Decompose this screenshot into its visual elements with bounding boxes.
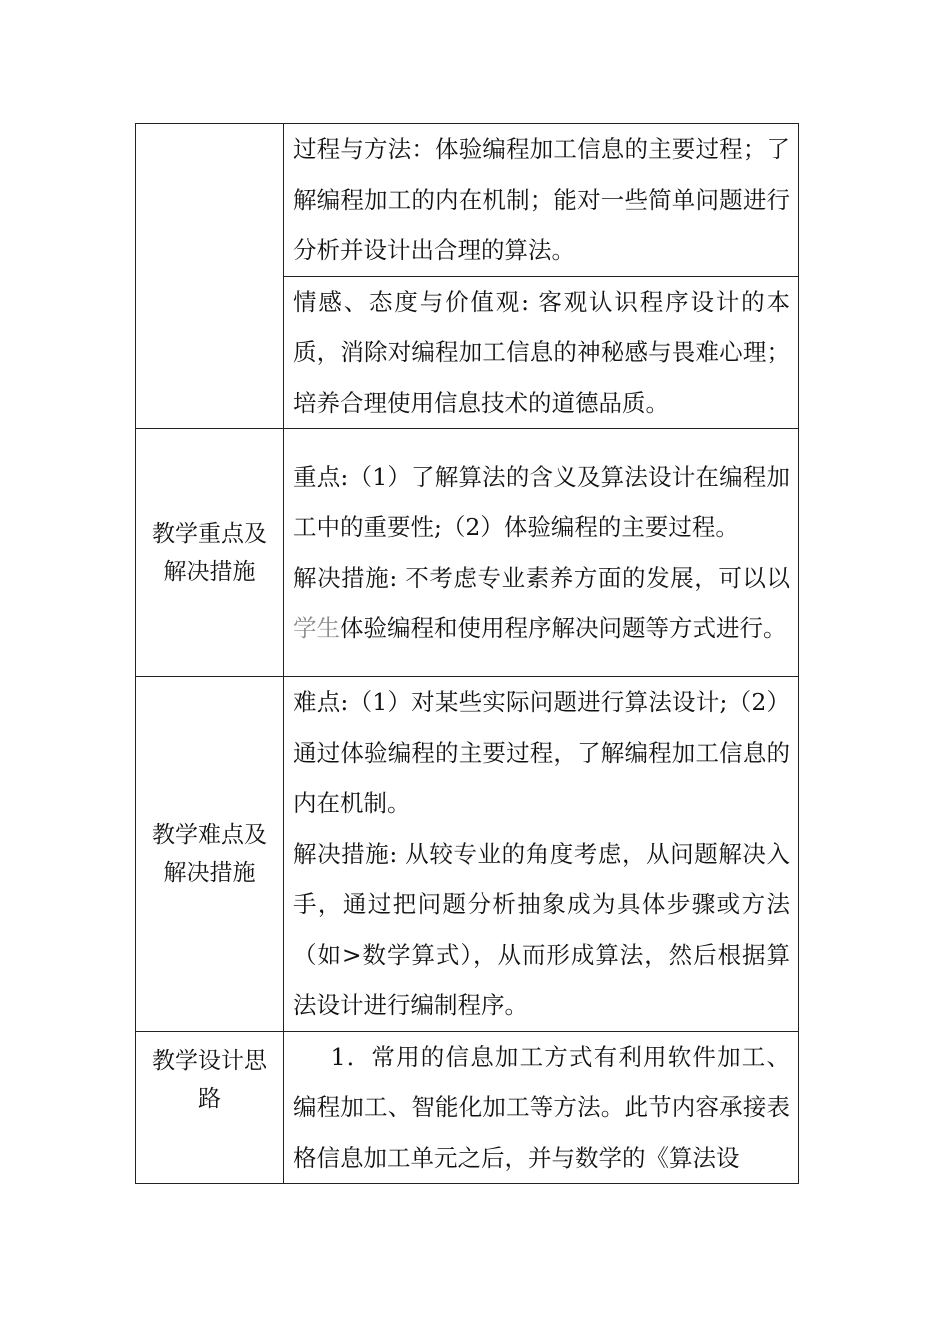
emotion-attitude-cell (284, 276, 799, 429)
design-idea-cell (284, 1031, 799, 1184)
table-row (136, 429, 799, 677)
key-points-label-cell (136, 429, 284, 677)
difficulties-label: 教学难点及解决措施 (152, 821, 267, 886)
empty-label-cell (136, 124, 284, 429)
process-method-text: 过程与方法：体验编程加工信息的主要过程；了解编程加工的内在机制；能对一些简单问题进行分析并设计出合理的算法。 (293, 135, 790, 264)
process-method-cell (284, 124, 799, 277)
table-row (136, 124, 799, 277)
key-points-measures-text: 解决措施: 不考虑专业素养方面的发展，可以以 (293, 563, 790, 592)
design-idea-label: 教学设计思路 (152, 1047, 267, 1112)
key-points-text: 重点:（1）了解算法的含义及算法设计在编程加工中的重要性;（2）体验编程的主要过程。 (293, 462, 790, 541)
key-points-label: 教学重点及解决措施 (152, 520, 267, 585)
design-idea-text: 1．常用的信息加工方式有利用软件加工、编程加工、智能化加工等方法。此节内容承接表格信息加工单元之后，并与数学的《算法设 (293, 1042, 790, 1172)
table-row (136, 1031, 799, 1184)
difficulties-cell (284, 677, 799, 1032)
emotion-attitude-text: 情感、态度与价值观: 客观认识程序设计的本质，消除对编程加工信息的神秘感与畏难心理；培养合理使用信息技术的道德品质。 (293, 287, 790, 417)
difficulties-label-cell (136, 677, 284, 1032)
table-row (136, 677, 799, 1032)
student-word: 学生 (293, 614, 340, 642)
difficulties-text: 难点:（1）对某些实际问题进行算法设计;（2）通过体验编程的主要过程，了解编程加工信息的内在机制。 (293, 688, 790, 817)
key-points-measures (293, 553, 790, 654)
difficulties-measures: 解决措施: 从较专业的角度考虑，从问题解决入手，通过把问题分析抽象成为具体步骤或方法（如>数学算式），从而形成算法，然后根据算法设计进行编制程序。 (293, 839, 790, 1019)
key-points-measures-rest: 体验编程和使用程序解决问题等方式进行。 (340, 614, 787, 642)
design-idea-label-cell (136, 1031, 284, 1184)
key-points-cell (284, 429, 799, 677)
lesson-plan-table (135, 123, 799, 1184)
